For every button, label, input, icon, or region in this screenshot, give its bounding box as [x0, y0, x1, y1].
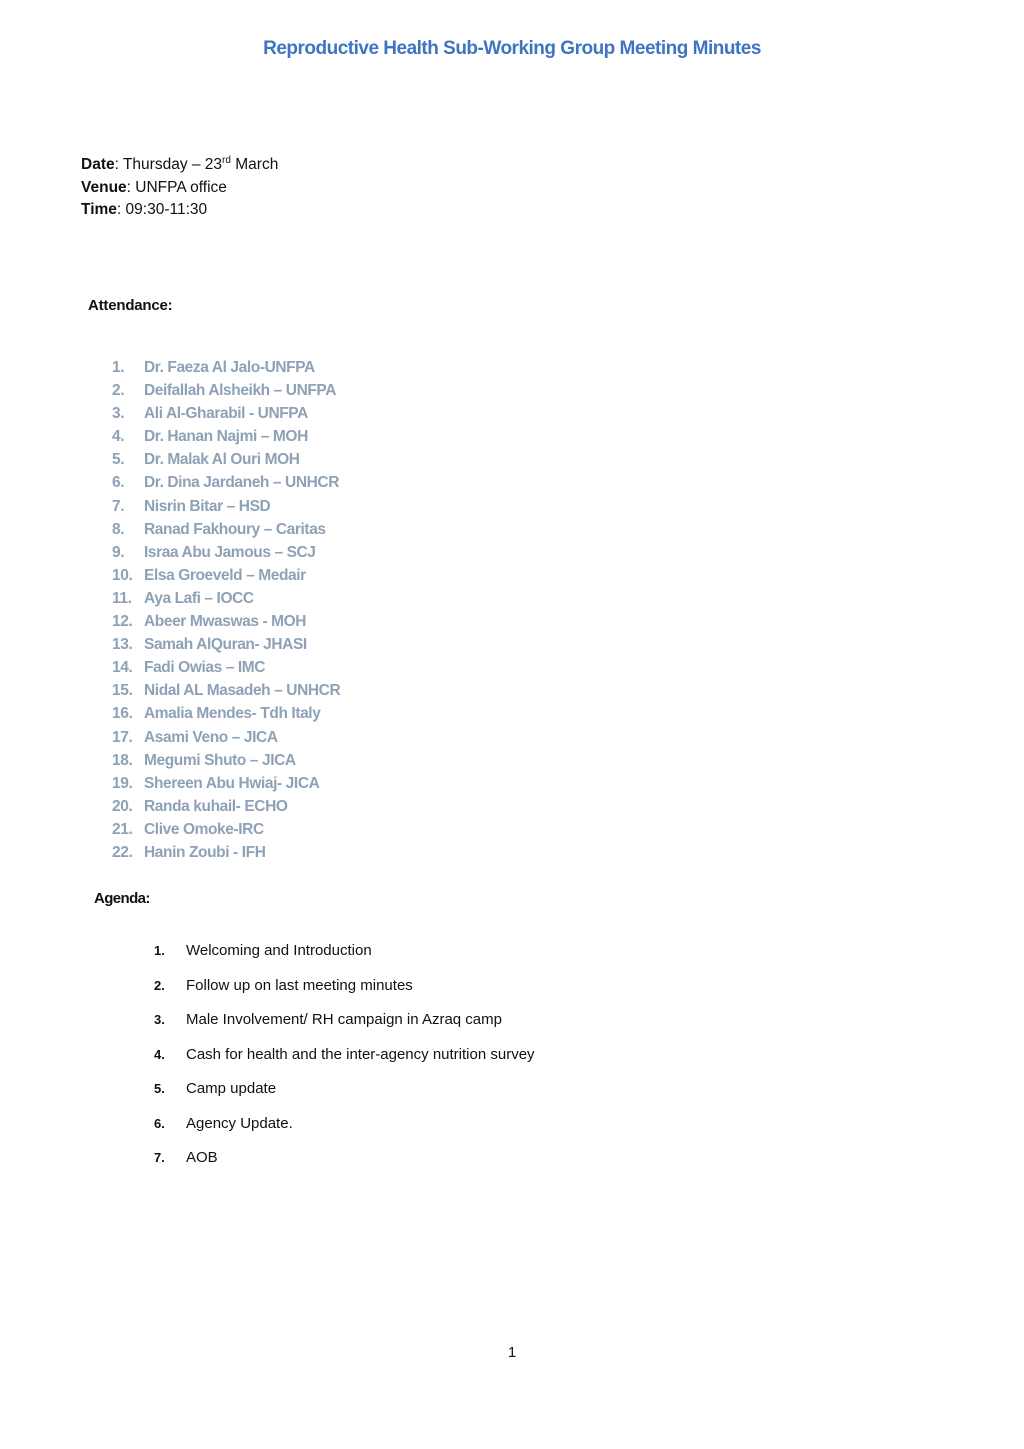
agenda-item-number: 2. — [154, 977, 165, 993]
venue-label: Venue — [81, 178, 127, 196]
attendee-item — [112, 772, 340, 795]
agenda-item-text: Cash for health and the inter-agency nutrition survey — [186, 1045, 535, 1063]
date-row — [81, 154, 278, 177]
attendee-item — [112, 656, 340, 679]
attendee-item-text: Samah AlQuran- JHASI — [144, 636, 307, 654]
attendee-item — [112, 587, 340, 610]
attendee-item-text: Ali Al-Gharabil - UNFPA — [144, 405, 308, 423]
date-month: March — [230, 156, 279, 173]
attendee-item-text: Randa kuhail- ECHO — [144, 797, 288, 815]
attendance-list — [112, 356, 340, 864]
attendee-item — [112, 495, 340, 518]
time-row — [81, 199, 278, 222]
date-value: Thursday – 23 — [122, 156, 223, 173]
attendee-item-number: 18. — [112, 751, 133, 769]
time-label: Time — [81, 201, 117, 218]
attendee-item-text: Nidal AL Masadeh – UNHCR — [144, 682, 341, 700]
meeting-details — [81, 154, 278, 222]
agenda-item-text: Follow up on last meeting minutes — [186, 976, 413, 994]
attendee-item-text: Elsa Groeveld – Medair — [144, 566, 306, 584]
attendee-item-text: Asami Veno – JICA — [144, 728, 278, 746]
venue-row — [81, 177, 278, 200]
time-colon: : — [116, 201, 126, 218]
attendee-item-number: 10. — [112, 566, 133, 584]
attendee-item-number: 4. — [112, 428, 125, 446]
attendee-item-text: Hanin Zoubi - IFH — [144, 843, 266, 861]
attendee-item-text: Megumi Shuto – JICA — [144, 751, 296, 769]
attendee-item-text: Nisrin Bitar – HSD — [144, 497, 271, 515]
agenda-heading: Agenda: — [94, 890, 150, 907]
attendee-item-text: Dr. Faeza Al Jalo-UNFPA — [144, 359, 315, 376]
venue-value: UNFPA office — [135, 178, 227, 196]
attendee-item-number: 19. — [112, 774, 133, 792]
agenda-item — [154, 1113, 535, 1148]
attendee-item — [112, 541, 340, 564]
attendee-item-number: 2. — [112, 382, 125, 400]
attendee-item-text: Dr. Dina Jardaneh – UNHCR — [144, 474, 339, 492]
attendee-item — [112, 402, 340, 425]
attendee-item-text: Aya Lafi – IOCC — [144, 589, 254, 607]
agenda-item — [154, 1147, 535, 1182]
attendee-item-text: Deifallah Alsheikh – UNFPA — [144, 382, 337, 400]
attendee-item — [112, 448, 340, 471]
attendee-item — [112, 356, 340, 379]
agenda-item — [154, 940, 535, 975]
agenda-item — [154, 1044, 535, 1079]
attendee-item — [112, 518, 340, 541]
attendee-item-number: 17. — [112, 728, 133, 746]
attendee-item — [112, 633, 340, 656]
attendee-item-number: 13. — [112, 636, 133, 654]
attendee-item-number: 8. — [112, 520, 125, 538]
attendee-item-number: 16. — [112, 705, 133, 723]
agenda-item-text: Camp update — [186, 1080, 277, 1097]
date-label: Date — [81, 156, 115, 173]
attendee-item — [112, 726, 340, 749]
agenda-item-number: 4. — [154, 1046, 165, 1062]
attendee-item-text: Amalia Mendes- Tdh Italy — [144, 705, 321, 723]
page-number: 1 — [507, 1344, 517, 1361]
attendee-item — [112, 818, 340, 841]
attendee-item — [112, 749, 340, 772]
date-colon: : — [114, 156, 123, 173]
attendee-item — [112, 679, 340, 702]
agenda-item — [154, 1078, 535, 1113]
agenda-item-number: 5. — [154, 1081, 165, 1096]
agenda-item-number: 6. — [154, 1115, 165, 1131]
attendee-item-text: Abeer Mwaswas - MOH — [144, 613, 307, 631]
attendee-item-number: 14. — [112, 659, 133, 677]
agenda-item-number: 7. — [154, 1150, 165, 1165]
time-value: 09:30-11:30 — [125, 201, 208, 218]
attendee-item — [112, 564, 340, 587]
date-ordinal-suffix: rd — [222, 154, 231, 166]
attendee-item-number: 12. — [112, 613, 133, 631]
agenda-item-text: Agency Update. — [186, 1114, 293, 1132]
attendee-item-number: 7. — [112, 497, 125, 515]
attendee-item — [112, 425, 340, 448]
attendee-item-number: 3. — [112, 405, 125, 423]
attendee-item-text: Dr. Hanan Najmi – MOH — [144, 428, 308, 446]
attendee-item-text: Clive Omoke-IRC — [144, 820, 264, 838]
venue-colon: : — [126, 178, 136, 196]
attendee-item-text: Fadi Owias – IMC — [144, 659, 266, 677]
document-title: Reproductive Health Sub-Working Group Meeting Minutes — [263, 38, 761, 59]
attendee-item-text: Shereen Abu Hwiaj- JICA — [144, 774, 320, 792]
attendee-item-text: Dr. Malak Al Ouri MOH — [144, 451, 300, 469]
agenda-item-text: Male Involvement/ RH campaign in Azraq camp — [186, 1011, 502, 1028]
attendee-item-number: 11. — [112, 589, 132, 607]
attendee-item-number: 20. — [112, 797, 133, 815]
attendee-item-text: Israa Abu Jamous – SCJ — [144, 543, 316, 561]
attendee-item-number: 22. — [112, 843, 133, 861]
agenda-item — [154, 1009, 535, 1044]
agenda-item-text: AOB — [186, 1149, 218, 1166]
agenda-item-number: 3. — [154, 1012, 165, 1027]
attendee-item-number: 6. — [112, 474, 125, 492]
attendee-item-number: 5. — [112, 451, 125, 469]
attendee-item — [112, 379, 340, 402]
agenda-item-number: 1. — [154, 943, 165, 958]
attendee-item-number: 15. — [112, 682, 133, 700]
attendee-item-number: 9. — [112, 543, 125, 561]
agenda-list — [154, 940, 535, 1182]
attendee-item — [112, 471, 340, 494]
attendee-item — [112, 841, 340, 864]
attendee-item — [112, 610, 340, 633]
attendee-item — [112, 702, 340, 725]
attendee-item-number: 1. — [112, 359, 125, 376]
attendee-item-text: Ranad Fakhoury – Caritas — [144, 520, 326, 538]
attendance-heading: Attendance: — [88, 297, 173, 314]
attendee-item-number: 21. — [112, 820, 133, 838]
agenda-item — [154, 975, 535, 1010]
attendee-item — [112, 795, 340, 818]
agenda-item-text: Welcoming and Introduction — [186, 942, 372, 959]
